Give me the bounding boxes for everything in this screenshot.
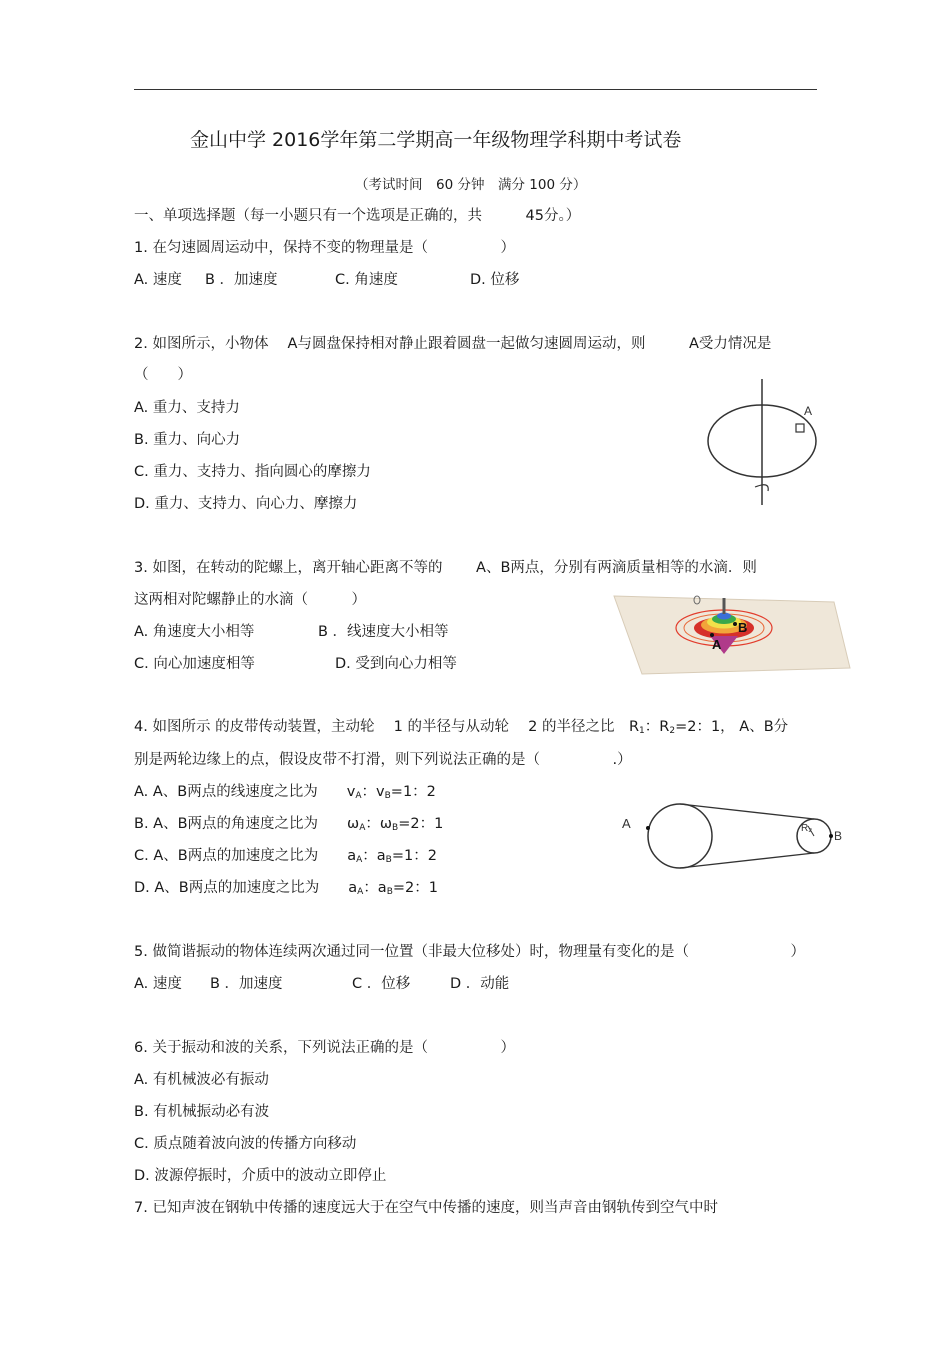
section-heading: 一、单项选择题（每一小题只有一个选项是正确的，共 45分。）	[134, 208, 581, 224]
q4-stem-part2: 的皮带传动装置，主动轮 1 的半径与从动轮 2 的半径之比 R	[215, 719, 640, 735]
q4-option-a	[134, 782, 436, 806]
q6-option-a: A. 有机械波必有振动	[134, 1072, 269, 1088]
disk-label-a: A	[804, 404, 813, 418]
q4-c-text: C. A、B两点的加速度之比为 a	[134, 848, 357, 864]
q4-c-mid: ：a	[362, 848, 386, 864]
q1-option-c: C. 角速度	[335, 272, 398, 288]
top-label-a: A	[712, 637, 722, 652]
spinning-top-figure	[612, 588, 852, 676]
q1-option-a: A. 速度	[134, 272, 182, 288]
q4-option-b	[134, 814, 443, 838]
q3-option-c: C. 向心加速度相等	[134, 656, 255, 672]
q4-a-text: A. A、B两点的线速度之比为 v	[134, 784, 356, 800]
q7-stem: 7. 已知声波在钢轨中传播的速度远大于在空气中传播的速度，则当声音由钢轨传到空气中时	[134, 1200, 718, 1216]
q3-option-d: D. 受到向心力相等	[335, 656, 457, 672]
q4-stem-part1: 4. 如图所示	[134, 719, 216, 735]
q1-stem: 1. 在匀速圆周运动中，保持不变的物理量是（ ）	[134, 240, 515, 256]
q3-stem: 3. 如图，在转动的陀螺上，离开轴心距离不等的 A、B两点，分别有两滴质量相等的水滴．则	[134, 560, 757, 576]
q4-c-sub2: B	[385, 855, 392, 865]
q4-stem-part4: =2：1， A、B分	[675, 719, 789, 735]
q4-sub-1: 1	[639, 726, 645, 736]
q2-option-c: C. 重力、支持力、指向圆心的摩擦力	[134, 464, 371, 480]
q4-stem	[134, 717, 788, 741]
q5-stem: 5. 做简谐振动的物体连续两次通过同一位置（非最大位移处）时，物理量有变化的是（ ）	[134, 944, 805, 960]
q2-stem: 2. 如图所示，小物体 A与圆盘保持相对静止跟着圆盘一起做匀速圆周运动，则 A受力情况是	[134, 336, 772, 352]
q3-option-a: A. 角速度大小相等	[134, 624, 255, 640]
q3-option-b: B ．线速度大小相等	[318, 624, 449, 640]
top-label-b: B	[738, 620, 748, 635]
q4-a-sub1: A	[355, 791, 362, 801]
q5-option-d: D ．动能	[450, 976, 510, 992]
q5-option-a: A. 速度	[134, 976, 182, 992]
belt-label-a: A	[622, 816, 631, 831]
q3-stem-line2: 这两相对陀螺静止的水滴（ ）	[134, 592, 366, 608]
q1-option-d: D. 位移	[470, 272, 520, 288]
q4-d-sub2: B	[386, 887, 393, 897]
q4-c-sub1: A	[356, 855, 363, 865]
q6-stem: 6. 关于振动和波的关系，下列说法正确的是（ ）	[134, 1040, 515, 1056]
q5-option-c: C ．位移	[352, 976, 411, 992]
belt-label-r2: R₂	[801, 823, 813, 834]
q2-option-d: D. 重力、支持力、向心力、摩擦力	[134, 496, 358, 512]
block-a-icon	[796, 424, 804, 432]
q6-option-d: D. 波源停振时，介质中的波动立即停止	[134, 1168, 387, 1184]
point-a-dot	[646, 826, 650, 830]
q6-option-c: C. 质点随着波向波的传播方向移动	[134, 1136, 357, 1152]
q4-a-sub2: B	[384, 791, 391, 801]
q4-stem-part3: ：R	[644, 719, 670, 735]
q4-a-ratio: =1：2	[390, 784, 436, 800]
q4-sub-2: 2	[669, 726, 676, 736]
exam-subtitle: （考试时间 60 分钟 满分 100 分）	[355, 177, 587, 193]
q4-b-sub1: A	[359, 823, 366, 833]
q4-option-d	[134, 878, 438, 902]
q4-b-text: B. A、B两点的角速度之比为 ω	[134, 816, 360, 832]
exam-title: 金山中学 2016学年第二学期高一年级物理学科期中考试卷	[190, 129, 682, 151]
q5-option-b: B ．加速度	[210, 976, 283, 992]
belt-drive-figure	[618, 798, 848, 874]
driving-wheel	[648, 804, 712, 868]
header-rule	[134, 89, 817, 90]
q4-b-sub2: B	[392, 823, 399, 833]
q2-paren: （ ）	[134, 367, 192, 383]
q4-b-mid: ：ω	[365, 816, 393, 832]
q4-d-ratio: =2：1	[392, 880, 438, 896]
q4-a-mid: ：v	[361, 784, 385, 800]
q4-option-c	[134, 846, 437, 870]
q2-option-b: B. 重力、向心力	[134, 432, 241, 448]
q4-d-sub1: A	[357, 887, 364, 897]
point-b-dot	[733, 622, 737, 626]
point-b-dot	[829, 834, 833, 838]
q4-d-text: D. A、B两点的加速度之比为 a	[134, 880, 358, 896]
q6-option-b: B. 有机械振动必有波	[134, 1104, 270, 1120]
q4-c-ratio: =1：2	[391, 848, 437, 864]
q1-option-b: B ．加速度	[205, 272, 278, 288]
q4-d-mid: ：a	[363, 880, 387, 896]
q2-option-a: A. 重力、支持力	[134, 400, 240, 416]
q4-b-ratio: =2：1	[398, 816, 444, 832]
rotating-disk-figure	[700, 375, 825, 510]
q4-stem-line2: 别是两轮边缘上的点，假设皮带不打滑，则下列说法正确的是（ .）	[134, 752, 632, 768]
belt-label-b: B	[834, 829, 843, 843]
